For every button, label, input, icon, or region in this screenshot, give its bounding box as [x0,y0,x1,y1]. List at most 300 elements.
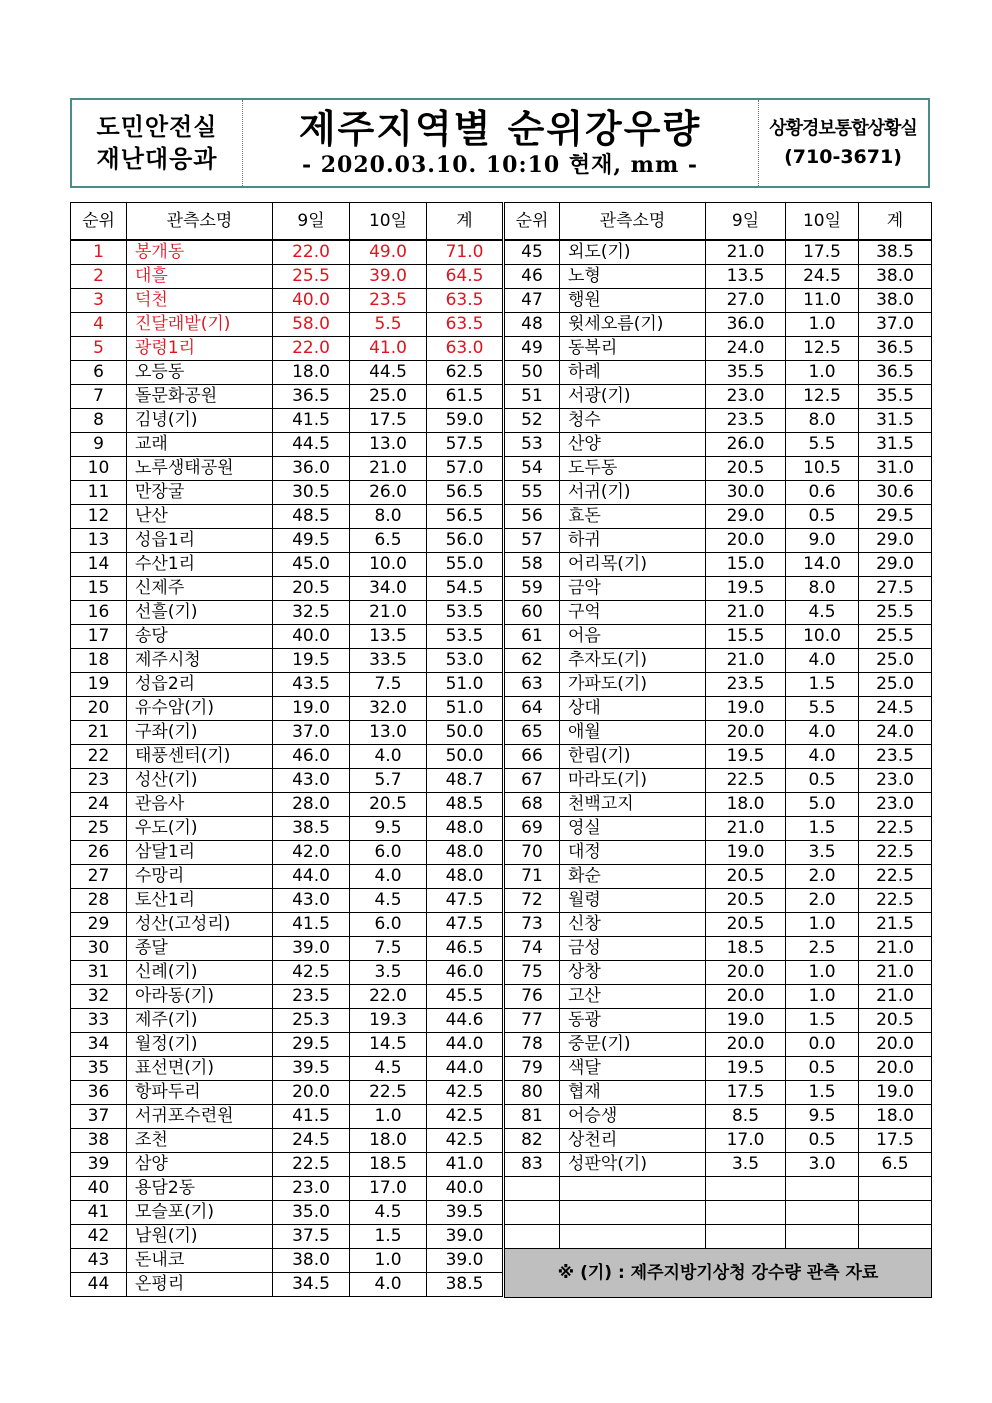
rank-cell: 44 [71,1273,127,1297]
total-value-cell: 39.5 [427,1201,503,1225]
total-value-cell: 48.0 [427,865,503,889]
total-value-cell: 23.5 [859,745,932,769]
station-name-cell: 고산 [560,985,706,1009]
total-value-cell: 20.0 [859,1033,932,1057]
day10-value-cell: 24.5 [786,265,859,289]
total-value-cell: 38.5 [859,240,932,265]
day10-value-cell: 44.5 [350,361,427,385]
table-row [71,1057,503,1081]
rank-cell: 46 [505,265,560,289]
table-row [505,961,932,985]
day9-value-cell: 35.0 [273,1201,350,1225]
table-row [71,361,503,385]
table-row [505,601,932,625]
total-value-cell: 54.5 [427,577,503,601]
day9-value-cell: 29.0 [706,505,786,529]
day9-value-cell: 23.0 [706,385,786,409]
day9-value-cell: 37.5 [273,1225,350,1249]
station-name-cell: 금악 [560,577,706,601]
station-name-cell: 조천 [127,1129,273,1153]
rank-cell: 83 [505,1153,560,1177]
day10-value-cell: 1.5 [350,1225,427,1249]
total-value-cell: 19.0 [859,1081,932,1105]
day9-value-cell: 20.5 [706,865,786,889]
day10-value-cell: 7.5 [350,673,427,697]
day9-value-cell: 17.0 [706,1129,786,1153]
col-rank-header: 순위 [505,203,560,241]
day10-value-cell: 0.5 [786,505,859,529]
day10-value-cell: 9.5 [350,817,427,841]
rank-cell: 10 [71,457,127,481]
page-title: 제주지역별 순위강우량 [298,107,702,151]
day10-value-cell: 39.0 [350,265,427,289]
table-row [505,240,932,265]
report-header [70,98,930,188]
station-name-cell: 돈내코 [127,1249,273,1273]
station-name-cell: 성산(고성리) [127,913,273,937]
rank-cell: 70 [505,841,560,865]
table-row [71,913,503,937]
table-row [505,673,932,697]
total-value-cell: 48.5 [427,793,503,817]
day9-value-cell: 18.0 [273,361,350,385]
day10-value-cell: 17.5 [350,409,427,433]
empty-cell [859,1177,932,1201]
day10-value-cell: 13.5 [350,625,427,649]
day10-value-cell: 0.5 [786,769,859,793]
rank-cell: 52 [505,409,560,433]
day10-value-cell: 1.0 [786,985,859,1009]
total-value-cell: 44.0 [427,1033,503,1057]
col-day10-header: 10일 [786,203,859,241]
station-name-cell: 중문(기) [560,1033,706,1057]
total-value-cell: 46.5 [427,937,503,961]
rank-cell: 58 [505,553,560,577]
day10-value-cell: 25.0 [350,385,427,409]
rank-cell: 76 [505,985,560,1009]
rank-cell: 63 [505,673,560,697]
day10-value-cell: 8.0 [350,505,427,529]
total-value-cell: 57.5 [427,433,503,457]
rank-cell: 74 [505,937,560,961]
rainfall-table-left [70,202,503,1297]
day9-value-cell: 36.0 [706,313,786,337]
rank-cell: 65 [505,721,560,745]
total-value-cell: 18.0 [859,1105,932,1129]
day10-value-cell: 4.0 [786,745,859,769]
station-name-cell: 오등동 [127,361,273,385]
table-row [505,1129,932,1153]
table-row [505,649,932,673]
total-value-cell: 56.0 [427,529,503,553]
empty-cell [706,1225,786,1249]
day10-value-cell: 4.0 [786,721,859,745]
col-total-header: 계 [859,203,932,241]
table-row [71,385,503,409]
station-name-cell: 협재 [560,1081,706,1105]
rank-cell: 2 [71,265,127,289]
table-row [71,961,503,985]
table-row [71,745,503,769]
rank-cell: 1 [71,240,127,265]
day10-value-cell: 21.0 [350,457,427,481]
table-row [71,817,503,841]
empty-cell [560,1201,706,1225]
total-value-cell: 44.6 [427,1009,503,1033]
col-day9-header: 9일 [706,203,786,241]
station-name-cell: 하귀 [560,529,706,553]
table-row [71,1249,503,1273]
table-row [71,601,503,625]
rank-cell: 79 [505,1057,560,1081]
total-value-cell: 21.0 [859,961,932,985]
station-name-cell: 제주시청 [127,649,273,673]
total-value-cell: 22.5 [859,865,932,889]
day10-value-cell: 1.0 [786,961,859,985]
day10-value-cell: 4.0 [786,649,859,673]
total-value-cell: 23.0 [859,769,932,793]
day9-value-cell: 20.0 [706,961,786,985]
day10-value-cell: 8.0 [786,577,859,601]
table-row [505,289,932,313]
total-value-cell: 37.0 [859,313,932,337]
day9-value-cell: 22.5 [706,769,786,793]
total-value-cell: 24.5 [859,697,932,721]
day10-value-cell: 14.5 [350,1033,427,1057]
station-name-cell: 진달래밭(기) [127,313,273,337]
station-name-cell: 만장굴 [127,481,273,505]
station-name-cell: 추자도(기) [560,649,706,673]
total-value-cell: 47.5 [427,913,503,937]
table-row [71,1105,503,1129]
table-row [71,457,503,481]
day10-value-cell: 34.0 [350,577,427,601]
table-row [71,889,503,913]
day9-value-cell: 19.0 [706,1009,786,1033]
table-row [505,625,932,649]
station-name-cell: 삼양 [127,1153,273,1177]
day9-value-cell: 19.5 [273,649,350,673]
day9-value-cell: 3.5 [706,1153,786,1177]
day10-value-cell: 1.5 [786,1081,859,1105]
rank-cell: 64 [505,697,560,721]
empty-cell [786,1201,859,1225]
station-name-cell: 남원(기) [127,1225,273,1249]
day10-value-cell: 3.5 [786,841,859,865]
station-name-cell: 마라도(기) [560,769,706,793]
table-row [71,793,503,817]
rank-cell: 69 [505,817,560,841]
station-name-cell: 김녕(기) [127,409,273,433]
station-name-cell: 산양 [560,433,706,457]
day9-value-cell: 21.0 [706,601,786,625]
total-value-cell: 39.0 [427,1225,503,1249]
rank-cell: 31 [71,961,127,985]
station-name-cell: 노형 [560,265,706,289]
table-row [505,1033,932,1057]
contact-phone: (710-3671) [784,146,902,168]
total-value-cell: 42.5 [427,1105,503,1129]
day9-value-cell: 18.0 [706,793,786,817]
empty-row [505,1225,932,1249]
day9-value-cell: 21.0 [706,240,786,265]
rank-cell: 55 [505,481,560,505]
station-name-cell: 애월 [560,721,706,745]
rank-cell: 81 [505,1105,560,1129]
station-name-cell: 어음 [560,625,706,649]
table-row [505,265,932,289]
rank-cell: 66 [505,745,560,769]
day10-value-cell: 6.0 [350,841,427,865]
station-name-cell: 우도(기) [127,817,273,841]
rank-cell: 62 [505,649,560,673]
col-day10-header: 10일 [350,203,427,241]
station-name-cell: 대흘 [127,265,273,289]
table-row [505,1081,932,1105]
station-name-cell: 대정 [560,841,706,865]
day10-value-cell: 10.0 [350,553,427,577]
table-row [505,985,932,1009]
rank-cell: 12 [71,505,127,529]
station-name-cell: 상창 [560,961,706,985]
day9-value-cell: 25.3 [273,1009,350,1033]
day10-value-cell: 7.5 [350,937,427,961]
station-name-cell: 어리목(기) [560,553,706,577]
table-row [71,985,503,1009]
day9-value-cell: 43.5 [273,673,350,697]
day9-value-cell: 27.0 [706,289,786,313]
day10-value-cell: 26.0 [350,481,427,505]
day10-value-cell: 20.5 [350,793,427,817]
day10-value-cell: 12.5 [786,337,859,361]
col-rank-header: 순위 [71,203,127,241]
day9-value-cell: 22.5 [273,1153,350,1177]
total-value-cell: 46.0 [427,961,503,985]
day10-value-cell: 0.6 [786,481,859,505]
total-value-cell: 53.5 [427,601,503,625]
day10-value-cell: 4.0 [350,865,427,889]
day10-value-cell: 5.5 [350,313,427,337]
table-row [505,505,932,529]
day9-value-cell: 18.5 [706,937,786,961]
division-name: 재난대응과 [96,145,218,173]
table-row [71,865,503,889]
station-name-cell: 월정(기) [127,1033,273,1057]
day9-value-cell: 15.5 [706,625,786,649]
day9-value-cell: 36.5 [273,385,350,409]
day10-value-cell: 5.5 [786,433,859,457]
total-value-cell: 71.0 [427,240,503,265]
day9-value-cell: 21.0 [706,649,786,673]
day10-value-cell: 23.5 [350,289,427,313]
rank-cell: 5 [71,337,127,361]
rank-cell: 25 [71,817,127,841]
station-name-cell: 성읍2리 [127,673,273,697]
station-name-cell: 온평리 [127,1273,273,1297]
day9-value-cell: 43.0 [273,889,350,913]
day10-value-cell: 8.0 [786,409,859,433]
table-row [505,697,932,721]
table-row [505,433,932,457]
rank-cell: 60 [505,601,560,625]
day10-value-cell: 18.0 [350,1129,427,1153]
table-row [71,433,503,457]
day10-value-cell: 49.0 [350,240,427,265]
station-name-cell: 화순 [560,865,706,889]
day10-value-cell: 1.0 [350,1249,427,1273]
day9-value-cell: 17.5 [706,1081,786,1105]
rank-cell: 30 [71,937,127,961]
day9-value-cell: 38.5 [273,817,350,841]
rank-cell: 71 [505,865,560,889]
empty-cell [505,1201,560,1225]
empty-row [505,1201,932,1225]
day10-value-cell: 0.5 [786,1129,859,1153]
rank-cell: 75 [505,961,560,985]
day10-value-cell: 5.5 [786,697,859,721]
rank-cell: 40 [71,1177,127,1201]
day10-value-cell: 0.5 [786,1057,859,1081]
station-name-cell: 한림(기) [560,745,706,769]
table-row [71,1081,503,1105]
day10-value-cell: 19.3 [350,1009,427,1033]
total-value-cell: 48.0 [427,841,503,865]
rank-cell: 29 [71,913,127,937]
issuing-department [72,100,243,186]
day9-value-cell: 41.5 [273,913,350,937]
station-name-cell: 외도(기) [560,240,706,265]
day9-value-cell: 46.0 [273,745,350,769]
total-value-cell: 17.5 [859,1129,932,1153]
station-name-cell: 서귀(기) [560,481,706,505]
station-name-cell: 상천리 [560,1129,706,1153]
day9-value-cell: 45.0 [273,553,350,577]
day10-value-cell: 1.0 [786,913,859,937]
table-row [71,649,503,673]
day9-value-cell: 37.0 [273,721,350,745]
day9-value-cell: 36.0 [273,457,350,481]
rank-cell: 22 [71,745,127,769]
table-row [505,457,932,481]
station-name-cell: 구억 [560,601,706,625]
total-value-cell: 63.5 [427,289,503,313]
day10-value-cell: 1.5 [786,817,859,841]
day9-value-cell: 38.0 [273,1249,350,1273]
total-value-cell: 48.0 [427,817,503,841]
table-row [71,481,503,505]
total-value-cell: 29.5 [859,505,932,529]
station-name-cell: 도두동 [560,457,706,481]
rank-cell: 59 [505,577,560,601]
table-row [71,1033,503,1057]
day10-value-cell: 2.0 [786,865,859,889]
station-name-cell: 윗세오름(기) [560,313,706,337]
station-name-cell: 삼달1리 [127,841,273,865]
day10-value-cell: 9.0 [786,529,859,553]
empty-cell [505,1225,560,1249]
total-value-cell: 62.5 [427,361,503,385]
total-value-cell: 53.5 [427,625,503,649]
rank-cell: 80 [505,1081,560,1105]
day9-value-cell: 15.0 [706,553,786,577]
day9-value-cell: 19.0 [273,697,350,721]
table-row [71,625,503,649]
day10-value-cell: 10.5 [786,457,859,481]
day9-value-cell: 19.5 [706,1057,786,1081]
contact-block [758,100,928,186]
total-value-cell: 31.0 [859,457,932,481]
station-name-cell: 동광 [560,1009,706,1033]
table-row [71,1273,503,1297]
empty-cell [786,1177,859,1201]
rank-cell: 4 [71,313,127,337]
rank-cell: 21 [71,721,127,745]
station-name-cell: 봉개동 [127,240,273,265]
day10-value-cell: 4.5 [350,889,427,913]
rank-cell: 32 [71,985,127,1009]
day9-value-cell: 13.5 [706,265,786,289]
day9-value-cell: 21.0 [706,817,786,841]
station-name-cell: 금성 [560,937,706,961]
day9-value-cell: 20.0 [706,529,786,553]
table-row [505,913,932,937]
station-name-cell: 돌문화공원 [127,385,273,409]
day9-value-cell: 41.5 [273,409,350,433]
table-row [505,721,932,745]
total-value-cell: 27.5 [859,577,932,601]
day9-value-cell: 23.5 [706,673,786,697]
empty-cell [706,1201,786,1225]
station-name-cell: 선흘(기) [127,601,273,625]
day10-value-cell: 1.0 [786,361,859,385]
rank-cell: 77 [505,1009,560,1033]
day9-value-cell: 23.0 [273,1177,350,1201]
day9-value-cell: 20.0 [706,721,786,745]
station-name-cell: 노루생태공원 [127,457,273,481]
day9-value-cell: 48.5 [273,505,350,529]
table-row [505,313,932,337]
empty-cell [505,1177,560,1201]
table-row [505,577,932,601]
station-name-cell: 어승생 [560,1105,706,1129]
station-name-cell: 덕천 [127,289,273,313]
rank-cell: 41 [71,1201,127,1225]
table-row [71,1225,503,1249]
table-row [505,745,932,769]
table-header-row [505,203,932,241]
total-value-cell: 56.5 [427,481,503,505]
rank-cell: 51 [505,385,560,409]
rank-cell: 39 [71,1153,127,1177]
rank-cell: 11 [71,481,127,505]
rank-cell: 13 [71,529,127,553]
rank-cell: 15 [71,577,127,601]
table-row [71,673,503,697]
table-row [71,769,503,793]
total-value-cell: 50.0 [427,721,503,745]
total-value-cell: 36.5 [859,337,932,361]
rank-cell: 8 [71,409,127,433]
station-name-cell: 동복리 [560,337,706,361]
station-name-cell: 유수암(기) [127,697,273,721]
rank-cell: 19 [71,673,127,697]
rank-cell: 6 [71,361,127,385]
rank-cell: 36 [71,1081,127,1105]
rank-cell: 47 [505,289,560,313]
station-name-cell: 송당 [127,625,273,649]
table-row [71,505,503,529]
station-name-cell: 종달 [127,937,273,961]
